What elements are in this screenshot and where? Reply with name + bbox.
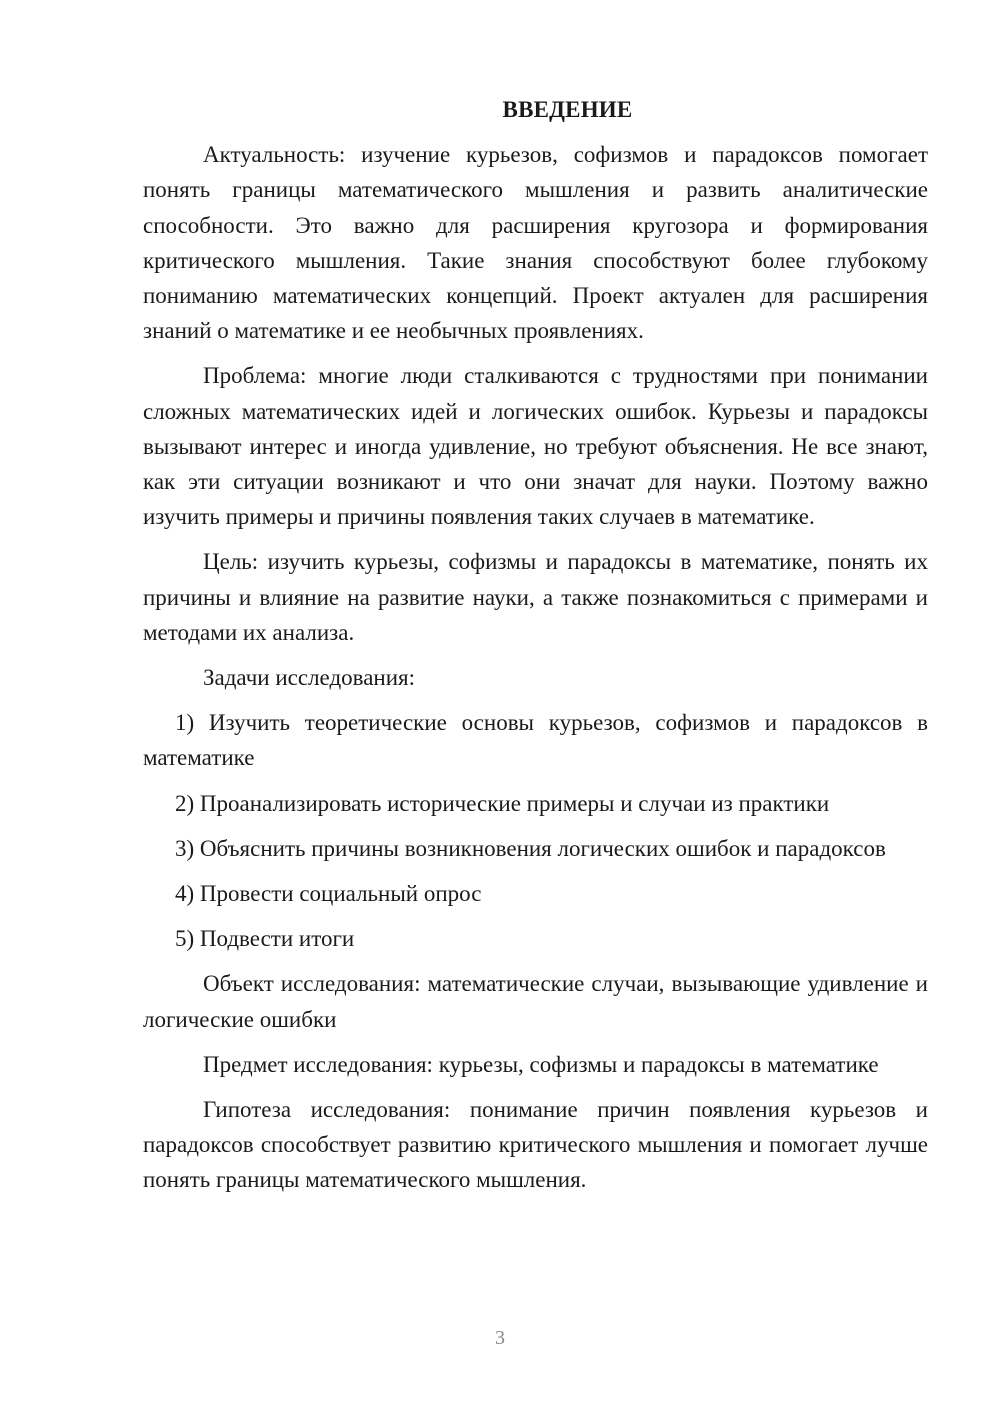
paragraph-goal: Цель: изучить курьезы, софизмы и парадоксы в математике, понять их причины и влияние на развитие науки, а также познакомиться с примерами и методами их анализа. bbox=[143, 549, 928, 645]
list-item-task-4: 4) Провести социальный опрос bbox=[175, 881, 482, 907]
list-item-task-2: 2) Проанализировать исторические примеры и случаи из практики bbox=[175, 790, 830, 816]
page-title: ВВЕДЕНИЕ bbox=[502, 97, 633, 122]
paragraph-relevance: Актуальность: изучение курьезов, софизмов и парадоксов помогает понять границы математического мышления и развить аналитические способности. Это важно для расширения кругозора и формирования критического мышления. Такие знания способствуют более глубокому пониманию математических концепций. Проект актуален для расширения знаний о математике и ее необычных проявлениях. bbox=[143, 142, 928, 344]
paragraph-hypothesis: Гипотеза исследования: понимание причин появления курьезов и парадоксов способствует развитию критического мышления и помогает лучше понять границы математического мышления. bbox=[143, 1097, 928, 1193]
paragraph-problem: Проблема: многие люди сталкиваются с трудностями при понимании сложных математических идей и логических ошибок. Курьезы и парадоксы вызывают интерес и иногда удивление, но требуют объяснения. Не все знают, как эти ситуации возникают и что они значат для науки. Поэтому важно изучить примеры и причины появления таких случаев в математике. bbox=[143, 363, 928, 530]
page-number: 3 bbox=[495, 1327, 505, 1349]
list-item-task-5: 5) Подвести итоги bbox=[175, 926, 355, 952]
list-item-task-3: 3) Объяснить причины возникновения логических ошибок и парадоксов bbox=[175, 835, 886, 861]
tasks-heading: Задачи исследования: bbox=[203, 665, 416, 691]
paragraph-object: Объект исследования: математические случаи, вызывающие удивление и логические ошибки bbox=[143, 971, 928, 1032]
document-page bbox=[143, 92, 928, 1208]
paragraph-subject: Предмет исследования: курьезы, софизмы и парадоксы в математике bbox=[203, 1051, 879, 1077]
list-item-task-1: 1) Изучить теоретические основы курьезов, софизмов и парадоксов в математике bbox=[143, 710, 928, 771]
